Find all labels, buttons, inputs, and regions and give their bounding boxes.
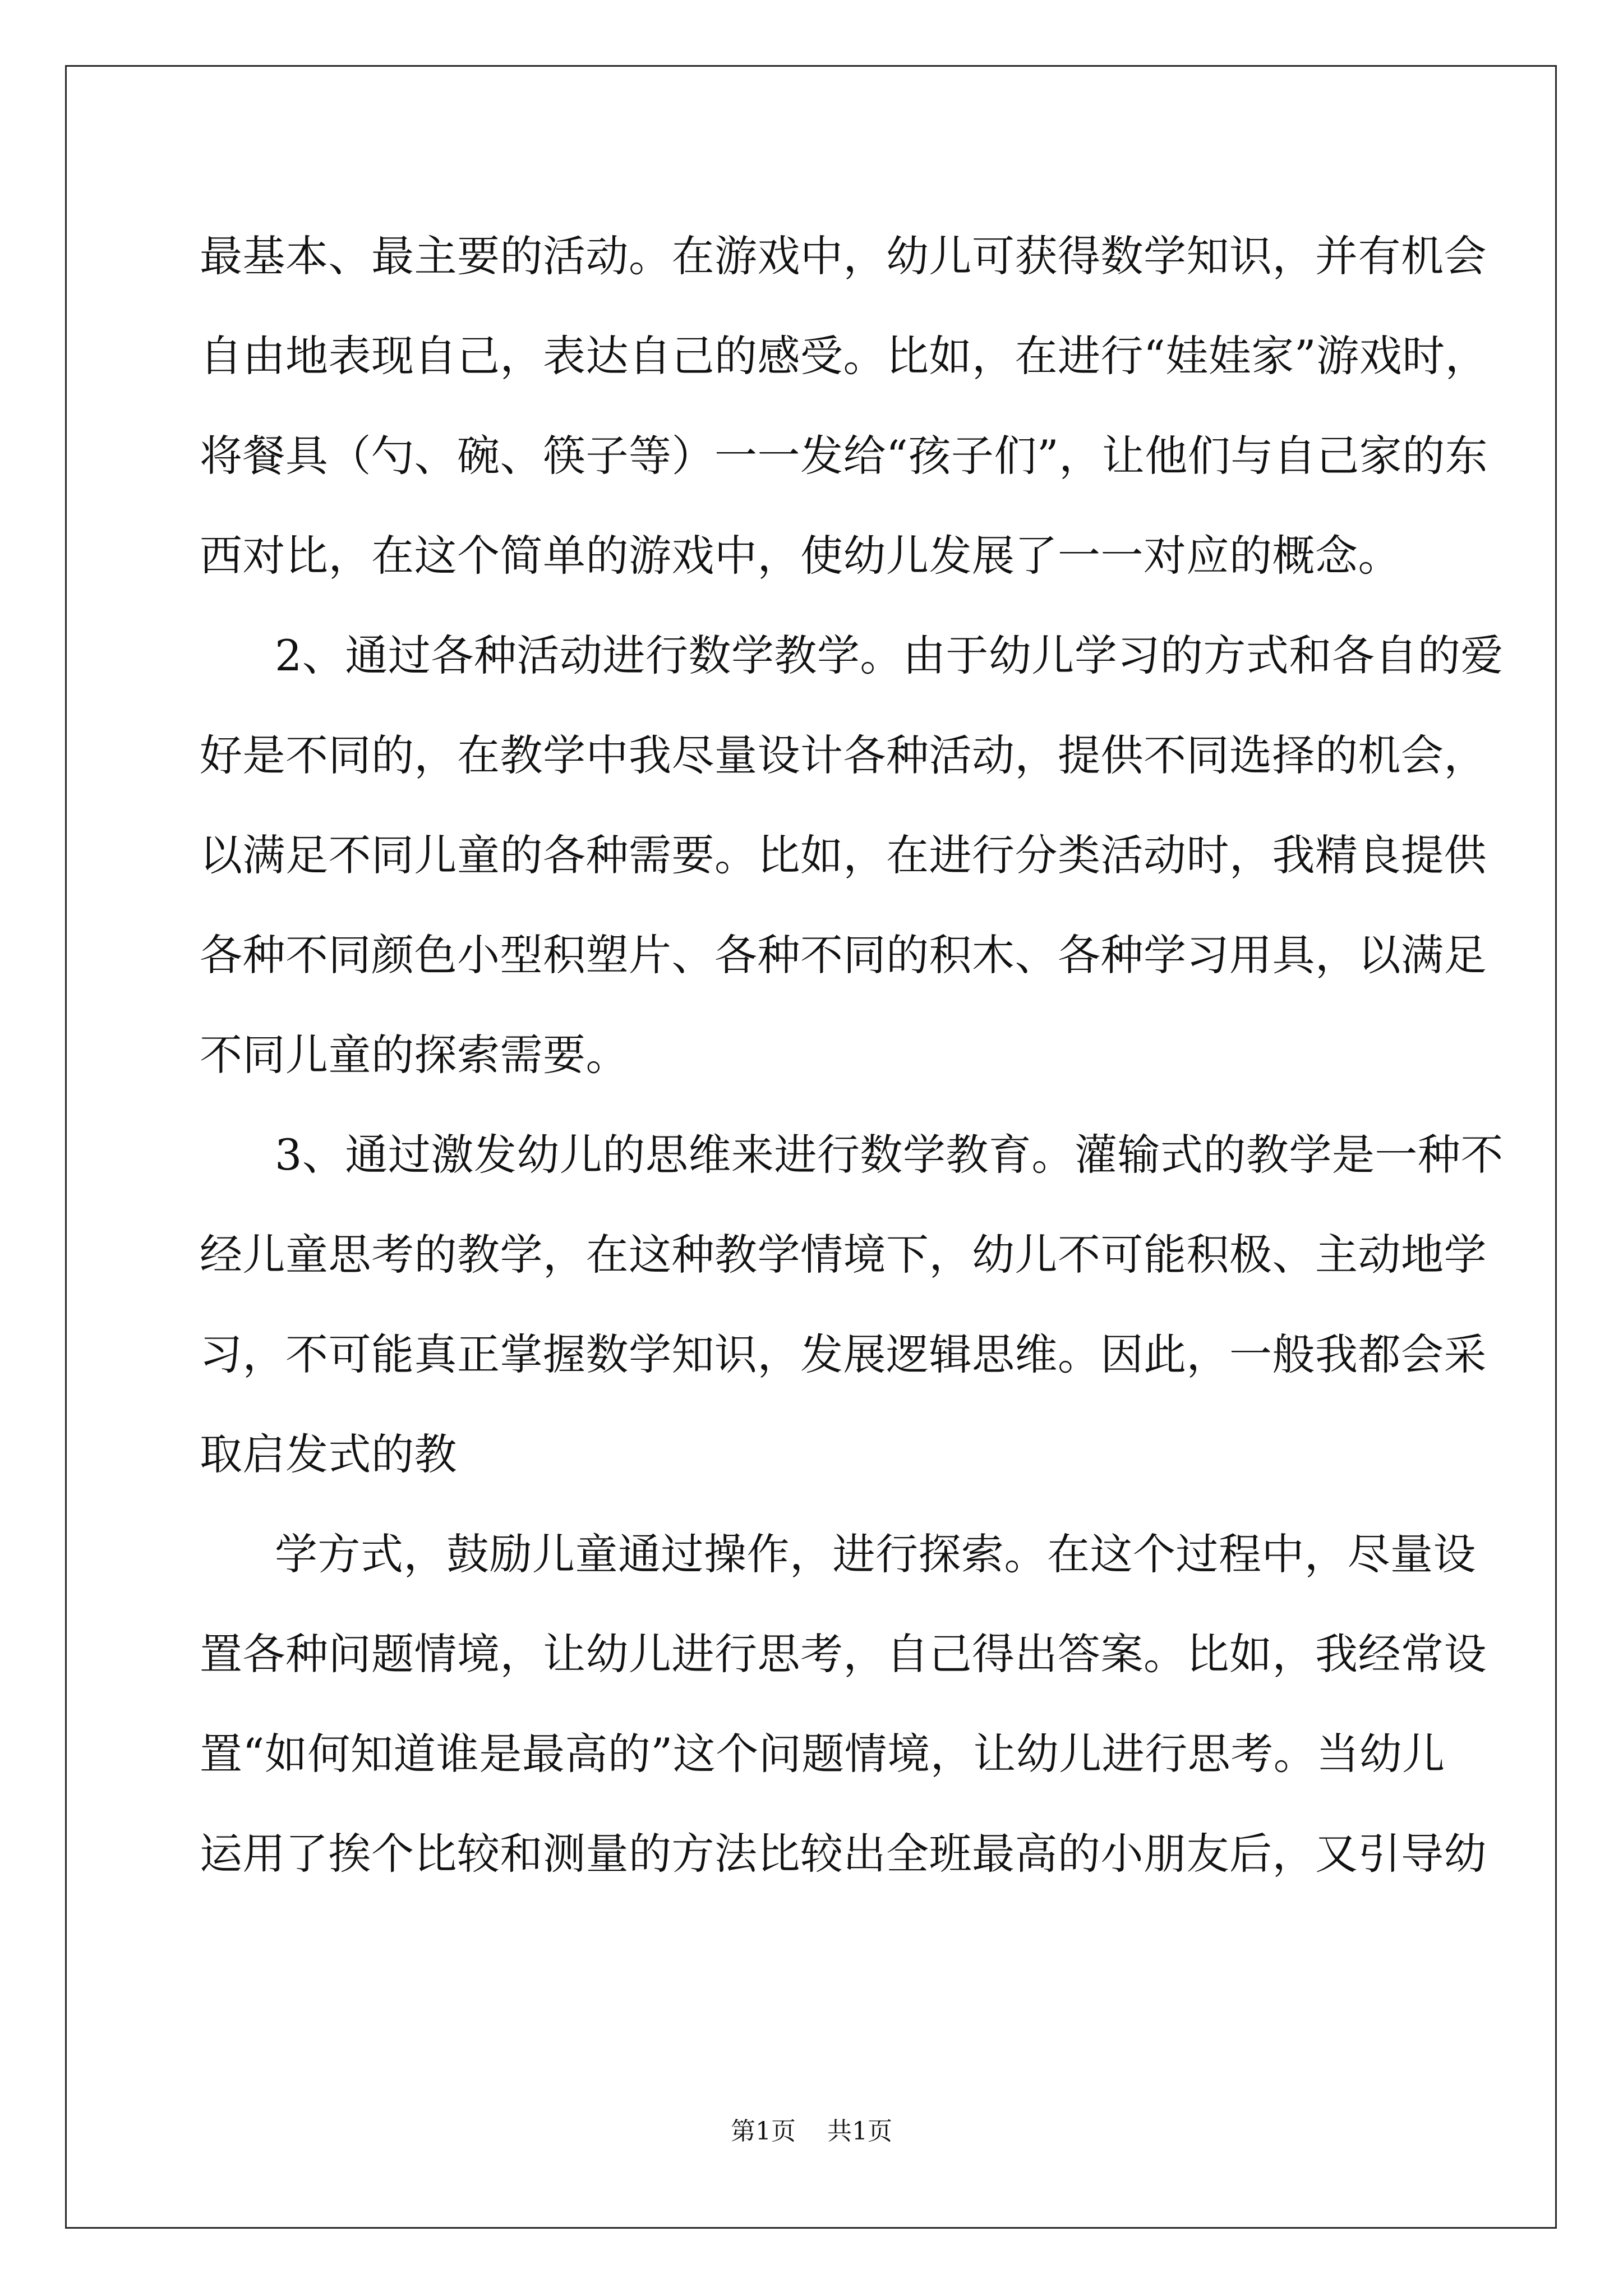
text-line-12: 习，不可能真正掌握数学知识，发展逻辑思维。因此，一般我都会采 xyxy=(200,1329,1487,1379)
text-line-4: 西对比，在这个简单的游戏中，使幼儿发展了一一对应的概念。 xyxy=(200,531,1401,581)
text-line-17: 运用了挨个比较和测量的方法比较出全班最高的小朋友后，又引导幼 xyxy=(200,1829,1487,1879)
text-line-3: 将餐具（勺、碗、筷子等）一一发给“孩子们”，让他们与自己家的东 xyxy=(200,431,1488,481)
text-line-2: 自由地表现自己，表达自己的感受。比如，在进行“娃娃家”游戏时， xyxy=(200,331,1488,381)
text-line-10: 3、通过激发幼儿的思维来进行数学教育。灌输式的教学是一种不 xyxy=(275,1130,1504,1180)
text-line-15: 置各种问题情境，让幼儿进行思考，自己得出答案。比如，我经常设 xyxy=(200,1629,1487,1679)
text-line-6: 好是不同的，在教学中我尽量设计各种活动，提供不同选择的机会， xyxy=(200,730,1487,780)
text-line-13: 取启发式的教 xyxy=(200,1429,457,1479)
text-line-11: 经儿童思考的教学，在这种教学情境下，幼儿不可能积极、主动地学 xyxy=(200,1230,1487,1280)
document-body xyxy=(200,206,1504,1904)
text-line-14: 学方式，鼓励儿童通过操作，进行探索。在这个过程中，尽量设 xyxy=(275,1529,1476,1579)
page-number-total: 共1页 xyxy=(827,2117,892,2146)
text-line-16: 置“如何知道谁是最高的”这个问题情境，让幼儿进行思考。当幼儿 xyxy=(200,1729,1445,1779)
page-number-current: 第1页 xyxy=(731,2117,796,2146)
text-line-7: 以满足不同儿童的各种需要。比如，在进行分类活动时，我精良提供 xyxy=(200,830,1487,880)
text-line-5: 2、通过各种活动进行数学教学。由于幼儿学习的方式和各自的爱 xyxy=(275,631,1504,680)
text-line-1: 最基本、最主要的活动。在游戏中，幼儿可获得数学知识，并有机会 xyxy=(200,231,1487,281)
page-footer xyxy=(0,2115,1623,2148)
text-line-9: 不同儿童的探索需要。 xyxy=(200,1030,629,1080)
text-line-8: 各种不同颜色小型积塑片、各种不同的积木、各种学习用具，以满足 xyxy=(200,930,1487,980)
